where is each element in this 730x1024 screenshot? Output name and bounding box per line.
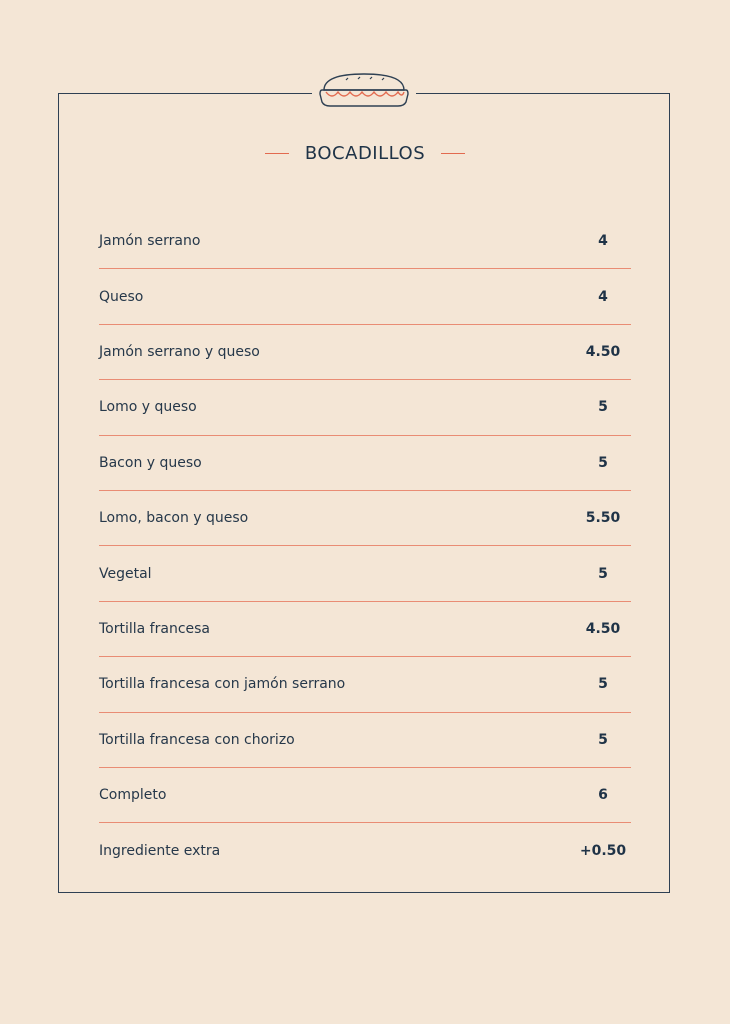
item-price: 5 xyxy=(598,454,608,471)
menu-item xyxy=(99,269,631,324)
menu-item xyxy=(99,436,631,491)
menu-item xyxy=(99,657,631,712)
menu-item xyxy=(99,546,631,601)
item-name: Ingrediente extra xyxy=(99,842,221,859)
item-name: Tortilla francesa con chorizo xyxy=(99,731,295,748)
heading-dash-left xyxy=(265,153,289,155)
item-name: Completo xyxy=(99,787,167,804)
item-price: 5.50 xyxy=(585,510,621,527)
item-price: 4 xyxy=(598,233,608,250)
item-price: 4.50 xyxy=(585,620,621,637)
heading-dash-right xyxy=(441,153,465,155)
item-name: Lomo, bacon y queso xyxy=(99,510,249,527)
item-name: Queso xyxy=(99,288,144,305)
menu-list xyxy=(99,214,631,879)
section-heading xyxy=(0,143,730,164)
menu-item xyxy=(99,823,631,878)
item-name: Jamón serrano y queso xyxy=(99,343,260,360)
item-price: 6 xyxy=(598,787,608,804)
menu-item xyxy=(99,380,631,435)
item-name: Vegetal xyxy=(99,565,152,582)
item-name: Lomo y queso xyxy=(99,399,197,416)
menu-item xyxy=(99,768,631,823)
item-price: 5 xyxy=(598,676,608,693)
item-name: Jamón serrano xyxy=(99,233,201,250)
menu-item xyxy=(99,325,631,380)
item-name: Tortilla francesa xyxy=(99,620,211,637)
item-price: 5 xyxy=(598,399,608,416)
item-price: 5 xyxy=(598,731,608,748)
item-price: 4 xyxy=(598,288,608,305)
item-name: Bacon y queso xyxy=(99,454,202,471)
menu-item xyxy=(99,602,631,657)
sandwich-icon xyxy=(318,70,410,110)
menu-item xyxy=(99,491,631,546)
menu-item xyxy=(99,713,631,768)
item-price: 4.50 xyxy=(585,343,621,360)
item-price: +0.50 xyxy=(579,842,627,859)
item-name: Tortilla francesa con jamón serrano xyxy=(99,676,346,693)
section-title: BOCADILLOS xyxy=(304,143,426,164)
item-price: 5 xyxy=(598,565,608,582)
menu-item xyxy=(99,214,631,269)
